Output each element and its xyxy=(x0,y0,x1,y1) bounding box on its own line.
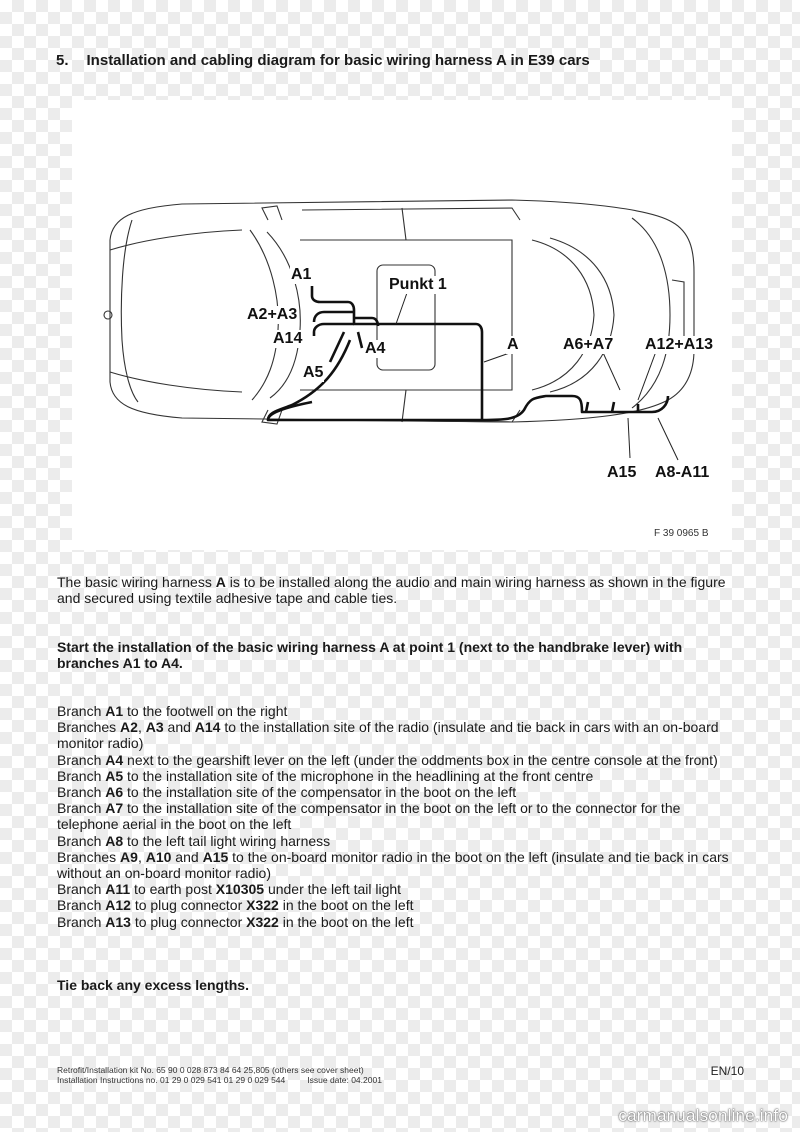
branch-code: A11 xyxy=(105,881,131,898)
intro-bold: A xyxy=(215,574,226,590)
branch-text: to the left tail light wiring harness xyxy=(123,832,331,849)
branch-text: Branch xyxy=(57,800,106,817)
branch-text: Branch xyxy=(57,913,106,930)
label-a12-a13: A12+A13 xyxy=(645,336,714,353)
branch-a9 xyxy=(57,849,742,881)
label-punkt1: Punkt 1 xyxy=(389,276,447,293)
branch-a7 xyxy=(57,800,742,832)
branch-code: A3 xyxy=(145,719,164,736)
label-a4: A4 xyxy=(365,340,386,357)
branch-text: and xyxy=(171,848,203,865)
branch-code: A9 xyxy=(120,848,138,865)
intro-text: The basic wiring harness xyxy=(57,574,216,590)
branch-list xyxy=(57,703,742,930)
branch-code: A14 xyxy=(194,719,221,736)
branch-a1 xyxy=(57,703,742,719)
footer-line-2 xyxy=(57,1075,382,1085)
branch-text: in the boot on the left xyxy=(278,913,414,930)
branch-code: A6 xyxy=(105,784,124,801)
label-a1: A1 xyxy=(291,266,312,283)
label-a14: A14 xyxy=(273,330,303,347)
branch-code: A8 xyxy=(105,832,124,849)
branch-text: Branch xyxy=(57,897,106,914)
branch-text: and xyxy=(163,719,195,736)
label-a6-a7: A6+A7 xyxy=(563,336,614,353)
intro-paragraph xyxy=(57,574,742,606)
branch-text: next to the gearshift lever on the left (under the oddments box in the centre console at the front) xyxy=(123,751,718,768)
branch-text: in the boot on the left xyxy=(278,897,414,914)
branch-code: A7 xyxy=(105,800,124,817)
intro-text-rest: is to be installed along the audio and main wiring harness as shown in the figure and secured using textile adhesive tape and cable ties. xyxy=(57,574,726,607)
branch-text: , xyxy=(137,719,146,736)
branch-text: to plug connector xyxy=(130,913,247,930)
branch-text: Branch xyxy=(57,784,106,801)
branch-text: to the installation site of the compensator in the boot on the left xyxy=(123,784,517,801)
label-a: A xyxy=(507,336,519,353)
watermark: carmanualsonline.info xyxy=(618,1106,788,1125)
start-heading: Start the installation of the basic wiring harness A at point 1 (next to the handbrake lever) with branches A1 to A4. xyxy=(57,639,683,672)
section-title: Installation and cabling diagram for basic wiring harness A in E39 cars xyxy=(86,52,590,69)
page-number: EN/10 xyxy=(710,1064,744,1078)
label-a8-a11: A8-A11 xyxy=(655,464,710,481)
branch-text: Branch xyxy=(57,832,106,849)
branch-code: A10 xyxy=(145,848,172,865)
branch-text: to the installation site of the radio (insulate and tie back in cars with an on-board monitor radio) xyxy=(57,719,719,752)
branch-text: , xyxy=(137,848,146,865)
heading xyxy=(56,52,590,69)
branch-a2 xyxy=(57,719,742,751)
branch-a6 xyxy=(57,784,742,800)
footer-instructions: Installation Instructions no. 01 29 0 029 541 01 29 0 029 544 xyxy=(57,1075,286,1085)
branch-text: Branch xyxy=(57,767,106,784)
branch-text: Branches xyxy=(57,848,121,865)
branch-a13 xyxy=(57,914,742,930)
branch-a5 xyxy=(57,768,742,784)
connector-code: X322 xyxy=(246,913,279,930)
branch-text: to plug connector xyxy=(130,897,247,914)
branch-code: A5 xyxy=(105,767,124,784)
branch-text: to the footwell on the right xyxy=(123,703,288,719)
footer-info xyxy=(57,1065,382,1085)
branch-a4 xyxy=(57,752,742,768)
branch-text: under the left tail light xyxy=(264,881,402,898)
branch-text: to the installation site of the compensator in the boot on the left or to the connector for the telephone aerial in the boot on the left xyxy=(57,800,681,833)
branch-code: A1 xyxy=(105,703,124,719)
section-number: 5. xyxy=(56,52,69,69)
branch-code: A4 xyxy=(105,751,124,768)
tie-back-note: Tie back any excess lengths. xyxy=(57,977,249,993)
branch-text: Branch xyxy=(57,703,106,719)
branch-text: to the on-board monitor radio in the boot on the left (insulate and tie back in cars without an on-board monitor radio) xyxy=(57,848,729,882)
branch-code: A15 xyxy=(202,848,229,865)
branch-text: to earth post xyxy=(130,881,216,898)
connector-code: X322 xyxy=(246,897,279,914)
branch-text: Branch xyxy=(57,751,106,768)
branch-code: A2 xyxy=(120,719,138,736)
branch-code: A13 xyxy=(105,913,131,930)
label-a5: A5 xyxy=(303,364,324,381)
connector-code: X10305 xyxy=(215,881,265,898)
branch-text: Branches xyxy=(57,719,121,736)
label-a2-a3: A2+A3 xyxy=(247,306,298,323)
branch-a8 xyxy=(57,833,742,849)
branch-a11 xyxy=(57,881,742,897)
branch-text: Branch xyxy=(57,881,106,898)
footer-issue-date: Issue date: 04.2001 xyxy=(307,1075,382,1085)
branch-code: A12 xyxy=(105,897,131,914)
label-a15: A15 xyxy=(607,464,637,481)
figure-code: F 39 0965 B xyxy=(654,528,709,539)
car-outline-drawing xyxy=(72,100,732,550)
wiring-diagram xyxy=(72,100,732,550)
branch-a12 xyxy=(57,897,742,913)
footer-line-1: Retrofit/Installation kit No. 65 90 0 028 873 84 64 25,805 (others see cover sheet) xyxy=(57,1065,364,1075)
branch-text: to the installation site of the microphone in the headlining at the front centre xyxy=(123,767,594,784)
